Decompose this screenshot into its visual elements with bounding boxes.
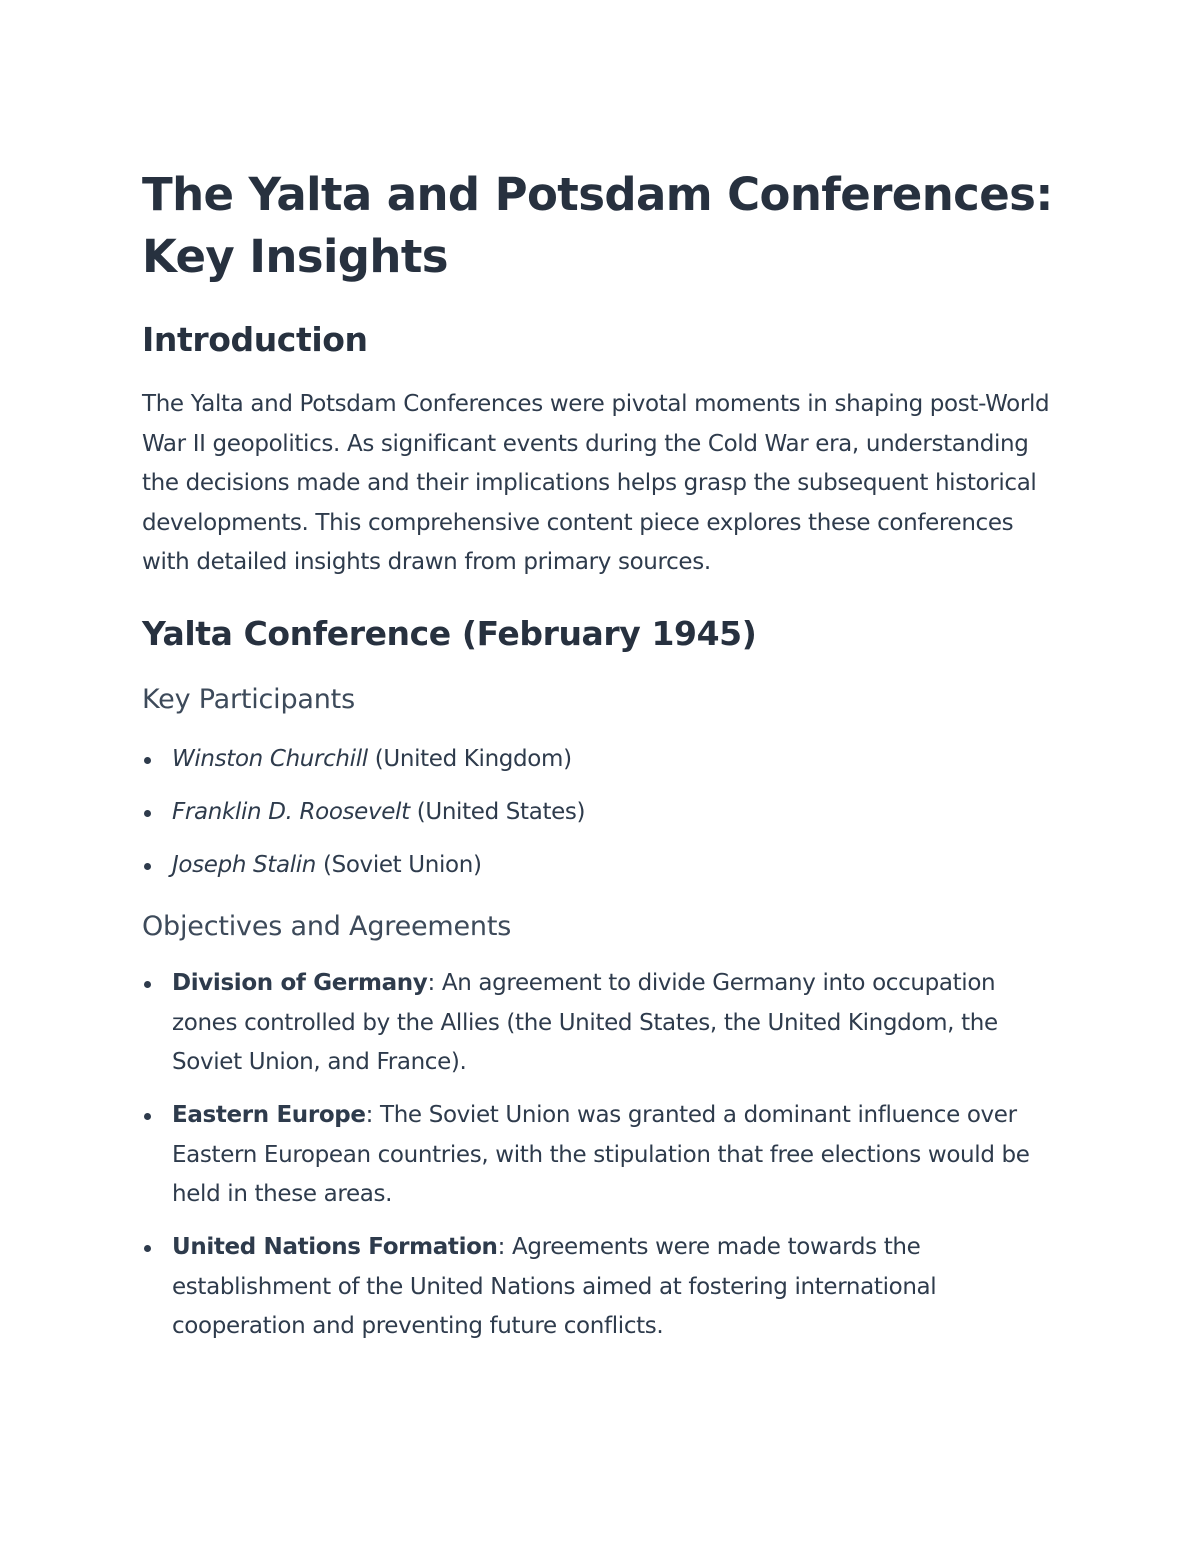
- list-item: [142, 1096, 1062, 1215]
- participants-list: [142, 740, 1062, 886]
- introduction-paragraph: The Yalta and Potsdam Conferences were pivotal moments in shaping post-World War II geopolitics. As significant events during the Cold War era, understanding the decisions made and their implications helps grasp the subsequent historical developments. This comprehensive content piece explores these conferences with detailed insights drawn from primary sources.: [142, 391, 1050, 575]
- objective-term: Division of Germany: [172, 970, 428, 996]
- objective-text: : Agreements were made towards the establishment of the United Nations aimed at fostering international cooperation and preventing future conflicts.: [172, 1234, 937, 1339]
- list-item: [142, 846, 1062, 886]
- objectives-heading: Objectives and Agreements: [142, 911, 512, 942]
- yalta-heading: Yalta Conference (February 1945): [142, 613, 757, 653]
- list-item: [142, 793, 1062, 833]
- document-page: [142, 164, 1062, 1360]
- bullet-icon: [144, 757, 151, 764]
- participant-country: (United States): [409, 798, 586, 825]
- participant-name: Winston Churchill: [172, 745, 368, 772]
- list-item: [142, 740, 1062, 780]
- page-title: The Yalta and Potsdam Conferences: Key Insights: [142, 168, 1053, 283]
- bullet-icon: [144, 1113, 151, 1120]
- list-item: [142, 964, 1062, 1083]
- participant-country: (United Kingdom): [367, 745, 572, 772]
- objective-term: Eastern Europe: [172, 1102, 366, 1128]
- participant-name: Franklin D. Roosevelt: [172, 798, 410, 825]
- participants-heading: Key Participants: [142, 683, 355, 715]
- participant-country: (Soviet Union): [316, 851, 482, 878]
- objective-text: : The Soviet Union was granted a dominant influence over Eastern European countries, with the stipulation that free elections would be held in these areas.: [172, 1102, 1030, 1207]
- participant-name: Joseph Stalin: [172, 851, 316, 878]
- list-item: [142, 1228, 1062, 1347]
- bullet-icon: [144, 810, 151, 817]
- bullet-icon: [144, 981, 151, 988]
- objective-term: United Nations Formation: [172, 1234, 498, 1260]
- bullet-icon: [144, 1245, 151, 1252]
- objectives-list: [142, 964, 1062, 1347]
- introduction-heading: Introduction: [142, 320, 368, 359]
- bullet-icon: [144, 863, 151, 870]
- objective-text: : An agreement to divide Germany into occupation zones controlled by the Allies (the United States, the United Kingdom, the Soviet Union, and France).: [172, 970, 998, 1075]
